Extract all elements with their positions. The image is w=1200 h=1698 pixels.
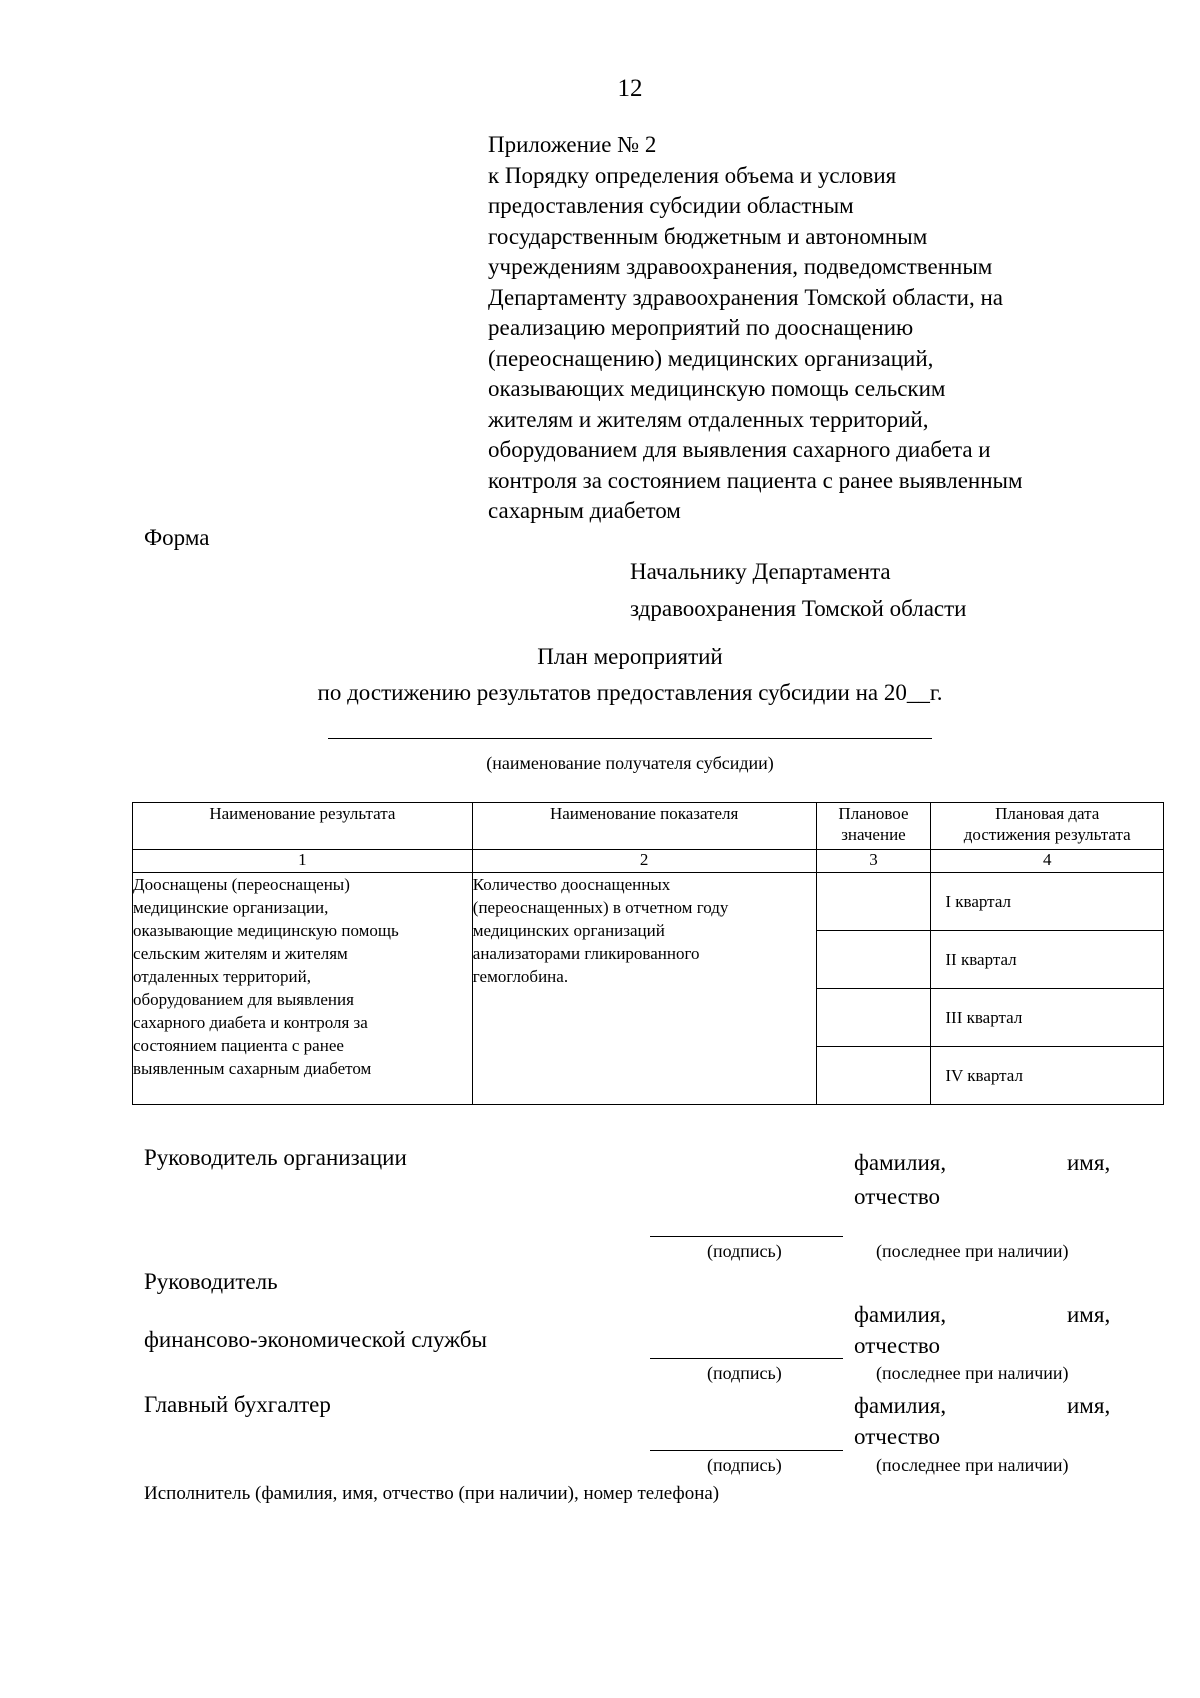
result-line: сельским жителям и жителям: [133, 944, 348, 963]
signature-line[interactable]: [650, 1450, 843, 1451]
result-cell: [133, 873, 473, 1105]
planned-value-cell[interactable]: [816, 1047, 931, 1105]
header-line: достижения результата: [963, 825, 1131, 844]
form-label: Форма: [144, 525, 210, 550]
result-line: медицинские организации,: [133, 898, 329, 917]
patronymic-label: отчество: [854, 1424, 941, 1449]
header-indicator: Наименование показателя: [472, 803, 816, 850]
column-number: 3: [816, 850, 931, 873]
appendix-line: оказывающих медицинскую помощь сельским: [488, 376, 946, 401]
plan-table: [132, 802, 1164, 1105]
signature-caption: (подпись): [707, 1363, 782, 1383]
name-label: имя,: [1067, 1302, 1111, 1327]
result-line: Дооснащены (переоснащены): [133, 875, 350, 894]
name-label: имя,: [1067, 1393, 1111, 1418]
last-caption: (последнее при наличии): [876, 1363, 1069, 1383]
signature-caption: (подпись): [707, 1455, 782, 1475]
appendix-header: [488, 130, 1188, 527]
appendix-line: реализацию мероприятий по дооснащению: [488, 315, 914, 340]
result-line: оказывающие медицинскую помощь: [133, 921, 399, 940]
planned-value-cell[interactable]: [816, 931, 931, 989]
surname-label: фамилия,: [854, 1150, 947, 1175]
patronymic-label: отчество: [854, 1184, 941, 1209]
indicator-line: Количество дооснащенных: [472, 875, 671, 894]
quarter-cell: II квартал: [931, 931, 1164, 989]
header-line: Плановое: [838, 804, 909, 823]
indicator-line: (переоснащенных) в отчетном году: [472, 898, 729, 917]
head-fin-label-2: финансово-экономической службы: [144, 1327, 487, 1352]
indicator-cell: [472, 873, 816, 1105]
executor-line: Исполнитель (фамилия, имя, отчество (при наличии), номер телефона): [144, 1483, 720, 1504]
last-caption: (последнее при наличии): [876, 1241, 1069, 1261]
header-planned-date: [931, 803, 1164, 850]
appendix-line: к Порядку определения объема и условия: [488, 162, 897, 188]
plan-subtitle: по достижению результатов предоставления субсидии на 20__г.: [317, 680, 943, 705]
appendix-line: предоставления субсидии областным: [488, 193, 854, 218]
head-org-label: Руководитель организации: [144, 1145, 407, 1170]
appendix-line: Департаменту здравоохранения Томской области, на: [488, 284, 1003, 310]
header-line: значение: [841, 825, 906, 844]
appendix-line: учреждениям здравоохранения, подведомственным: [488, 254, 993, 279]
column-number: 1: [133, 850, 473, 873]
appendix-line: жителям и жителям отдаленных территорий,: [488, 406, 929, 432]
name-label: имя,: [1067, 1150, 1111, 1175]
appendix-line: (переоснащению) медицинских организаций,: [488, 345, 934, 371]
surname-label: фамилия,: [854, 1302, 947, 1327]
appendix-line: оборудованием для выявления сахарного диабета и: [488, 437, 991, 462]
surname-label: фамилия,: [854, 1393, 947, 1418]
quarter-cell: IV квартал: [931, 1047, 1164, 1105]
page-number: 12: [617, 75, 643, 102]
result-line: отдаленных территорий,: [133, 967, 311, 986]
plan-title: План мероприятий: [537, 644, 723, 669]
header-line: Плановая дата: [995, 804, 1100, 823]
column-number-row: [133, 850, 1164, 873]
column-number: 4: [931, 850, 1164, 873]
planned-value-cell[interactable]: [816, 989, 931, 1047]
appendix-line: Приложение № 2: [488, 132, 657, 157]
indicator-line: анализаторами гликированного: [472, 944, 700, 963]
signature-line[interactable]: [650, 1236, 843, 1237]
appendix-line: контроля за состоянием пациента с ранее выявленным: [488, 467, 1023, 493]
quarter-cell: III квартал: [931, 989, 1164, 1047]
table-header-row: [133, 803, 1164, 850]
result-line: сахарного диабета и контроля за: [133, 1013, 368, 1032]
head-fin-label: Руководитель: [144, 1269, 278, 1294]
addressee: [630, 553, 966, 627]
header-result: Наименование результата: [133, 803, 473, 850]
result-line: состоянием пациента с ранее: [133, 1036, 344, 1055]
last-caption: (последнее при наличии): [876, 1455, 1069, 1475]
recipient-caption: (наименование получателя субсидии): [486, 753, 774, 773]
signature-caption: (подпись): [707, 1241, 782, 1261]
table-row: [133, 873, 1164, 931]
signature-line[interactable]: [650, 1358, 843, 1359]
indicator-line: медицинских организаций: [472, 921, 665, 940]
indicator-line: гемоглобина.: [472, 967, 569, 986]
planned-value-cell[interactable]: [816, 873, 931, 931]
quarter-cell: I квартал: [931, 873, 1164, 931]
column-number: 2: [472, 850, 816, 873]
recipient-underline: [328, 738, 932, 739]
result-line: выявленным сахарным диабетом: [133, 1059, 372, 1078]
appendix-line: государственным бюджетным и автономным: [488, 223, 928, 249]
addressee-line: Начальнику Департамента: [630, 559, 891, 584]
patronymic-label: отчество: [854, 1333, 941, 1358]
result-line: оборудованием для выявления: [133, 990, 354, 1009]
appendix-line: сахарным диабетом: [488, 498, 681, 523]
header-planned-value: [816, 803, 931, 850]
addressee-line: здравоохранения Томской области: [630, 596, 967, 621]
chief-accountant-label: Главный бухгалтер: [144, 1392, 331, 1417]
